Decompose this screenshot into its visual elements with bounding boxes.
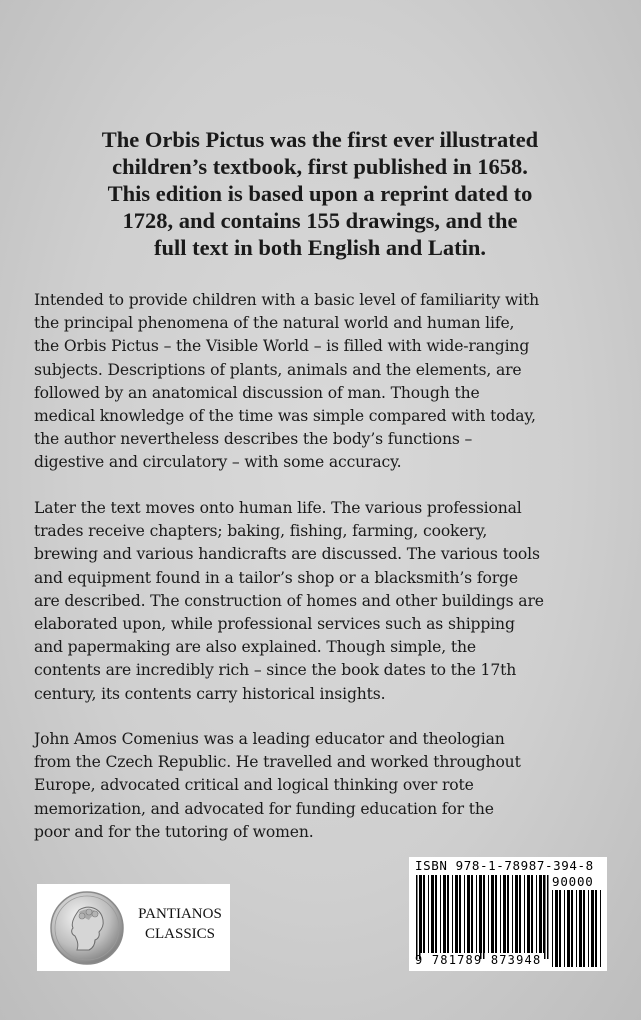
description-paragraph-1: [34, 289, 614, 475]
paragraph-line: Later the text moves onto human life. The various professional: [34, 499, 522, 517]
barcode-bar: [591, 890, 594, 967]
paragraph-line: digestive and circulatory – with some accuracy.: [34, 453, 402, 472]
paragraph-line: the Orbis Pictus – the Visible World – is filled with wide-ranging: [34, 337, 530, 356]
paragraph-line: poor and for the tutoring of women.: [34, 822, 314, 841]
barcode-guard-bar: [547, 875, 549, 959]
barcode-bar: [452, 875, 453, 953]
barcode-bar: [500, 875, 501, 953]
blurb-line: full text in both English and Latin.: [154, 235, 486, 260]
barcode-bar: [503, 875, 506, 953]
blurb-line: The Orbis Pictus was the first ever illustrated: [101, 127, 539, 152]
paragraph-line: and equipment found in a tailor’s shop or a blacksmith’s forge: [34, 568, 518, 587]
barcode-bar: [455, 875, 458, 953]
barcode-bar: [555, 890, 558, 967]
barcode-bar: [495, 875, 497, 953]
barcode-bar: [600, 890, 601, 967]
publisher-name-line: PANTIANOS: [138, 906, 222, 922]
barcode-guard-bar: [480, 875, 482, 959]
coin-medallion-icon: [49, 890, 125, 966]
paragraph-line: are described. The construction of homes and other buildings are: [34, 591, 544, 610]
paragraph-line: from the Czech Republic. He travelled and worked throughout: [34, 753, 521, 772]
barcode-bar: [579, 890, 582, 967]
barcode-bar: [531, 875, 533, 953]
barcode-bar: [423, 875, 425, 953]
ean-digits: 9 781789 873948: [415, 953, 542, 967]
barcode-bar: [564, 890, 565, 967]
barcode-bar: [552, 890, 553, 967]
barcode-bar: [431, 875, 434, 953]
barcode-bar: [447, 875, 449, 953]
barcode-guard-bar: [416, 875, 418, 959]
barcode-bar: [571, 890, 573, 967]
barcode-bar: [467, 875, 470, 953]
barcode-bar: [588, 890, 589, 967]
blurb-line: 1728, and contains 155 drawings, and the: [122, 208, 518, 233]
barcode-bar: [595, 890, 597, 967]
barcode-bar: [471, 875, 473, 953]
barcode-bar: [524, 875, 525, 953]
barcode-bar: [583, 890, 585, 967]
paragraph-line: subjects. Descriptions of plants, animals and the elements, are: [34, 360, 522, 379]
author-paragraph: [34, 728, 614, 844]
paragraph-line: brewing and various handicrafts are discussed. The various tools: [34, 545, 540, 564]
barcode-bar: [459, 875, 461, 953]
paragraph-line: memorization, and advocated for funding education for the: [34, 799, 494, 818]
isbn-barcode: [409, 857, 607, 971]
barcode-guard-bar: [419, 875, 421, 959]
publisher-name: [133, 904, 227, 944]
barcode-bar: [464, 875, 465, 953]
barcode-bar: [539, 875, 542, 953]
barcode-bar: [576, 890, 577, 967]
barcode-bar: [512, 875, 513, 953]
blurb-line: This edition is based upon a reprint dated to: [107, 181, 533, 206]
barcode-bar: [440, 875, 441, 953]
paragraph-line: and papermaking are also explained. Though simple, the: [34, 638, 476, 657]
paragraph-line: Europe, advocated critical and logical thinking over rote: [34, 776, 474, 795]
barcode-guard-bar: [483, 875, 485, 959]
paragraph-line: medical knowledge of the time was simple compared with today,: [34, 407, 536, 426]
barcode-bar: [559, 890, 561, 967]
paragraph-line: followed by an anatomical discussion of man. Though the: [34, 383, 480, 402]
barcode-bar: [515, 875, 518, 953]
publisher-name-line: CLASSICS: [144, 926, 216, 942]
paragraph-line: contents are incredibly rich – since the book dates to the 17th: [34, 661, 517, 680]
paragraph-line: John Amos Comenius was a leading educator and theologian: [34, 730, 505, 748]
barcode-bar: [527, 875, 530, 953]
paragraph-line: the principal phenomena of the natural world and human life,: [34, 314, 515, 333]
barcode-bar: [428, 875, 429, 953]
description-paragraph-2: [34, 497, 614, 706]
barcode-bar: [507, 875, 509, 953]
price-code: 90000: [552, 874, 594, 889]
blurb: [70, 126, 570, 261]
barcode-bar: [536, 875, 537, 953]
paragraph-line: Intended to provide children with a basic level of familiarity with: [34, 291, 540, 309]
barcode-bar: [435, 875, 437, 953]
isbn-label: ISBN 978-1-78987-394-8: [415, 858, 594, 873]
paragraph-line: the author nevertheless describes the body’s functions –: [34, 430, 473, 449]
paragraph-line: elaborated upon, while professional services such as shipping: [34, 615, 515, 634]
barcode-bar: [491, 875, 494, 953]
publisher-logo: [37, 884, 230, 971]
barcode-bar: [519, 875, 521, 953]
paragraph-line: century, its contents carry historical insights.: [34, 684, 386, 703]
barcode-bar: [567, 890, 570, 967]
barcode-bar: [476, 875, 477, 953]
barcode-bar: [488, 875, 489, 953]
barcode-bar: [443, 875, 446, 953]
paragraph-line: trades receive chapters; baking, fishing, farming, cookery,: [34, 522, 488, 541]
blurb-line: children’s textbook, first published in 1658.: [112, 154, 528, 179]
barcode-guard-bar: [544, 875, 546, 959]
